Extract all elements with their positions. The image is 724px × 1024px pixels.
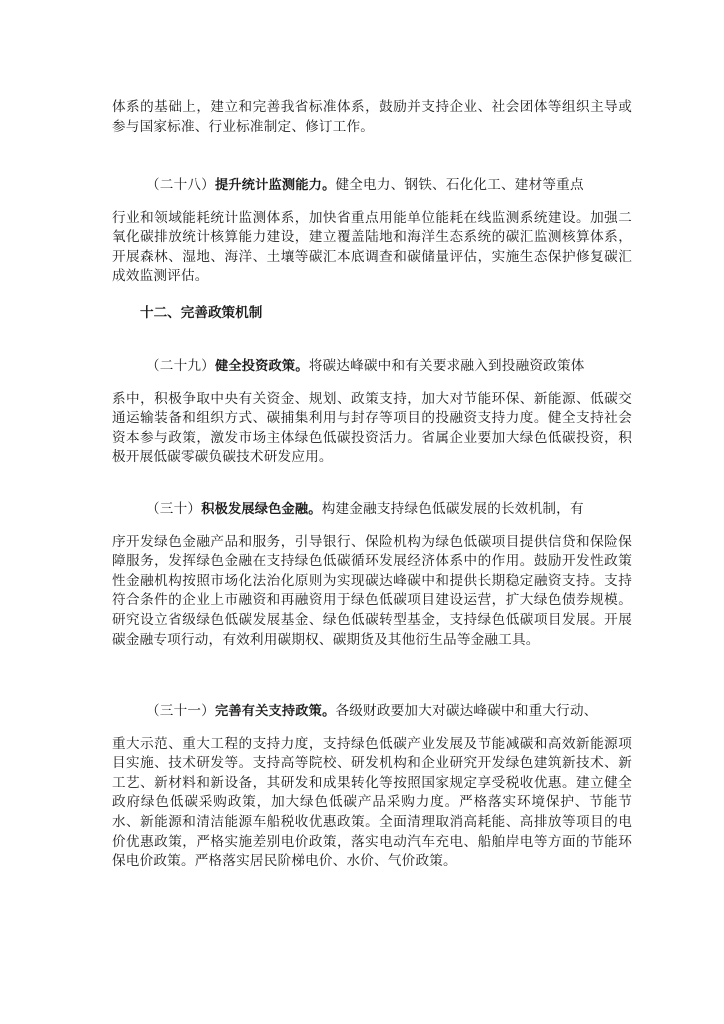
lead-text: 各级财政要加大对碳达峰碳中和重大行动、 [335, 703, 598, 719]
item-title: 积极发展绿色金融。 [201, 502, 322, 517]
paragraph-body: 系中，积极争取中央有关资金、规划、政策支持，加大对节能环保、新能源、低碳交通运输装备和组织方式、碳捕集利用与封存等项目的投融资支持力度。健全支持社会资本参与政策，激发市场主体绿色低碳投资活力。省属企业要加大绿色低碳投资，积极开展低碳零碳负碳技术研发应用。 [112, 390, 632, 466]
paragraph-text: 体系的基础上，建立和完善我省标准体系，鼓励并支持企业、社会团体等组织主导或参与国家标准、行业标准制定、修订工作。 [112, 99, 632, 135]
paragraph-standards-continuation [112, 98, 632, 137]
paragraph-31-support-policies [112, 702, 632, 872]
paragraph-lead-line [112, 702, 632, 722]
paragraph-lead-line [112, 500, 632, 520]
lead-text: 将碳达峰碳中和有关要求融入到投融资政策体 [308, 358, 585, 374]
paragraph-28-statistics-monitoring [112, 176, 632, 287]
item-title: 提升统计监测能力。 [214, 178, 336, 193]
lead-text: 健全电力、钢铁、石化化工、建材等重点 [335, 177, 584, 193]
paragraph-body: 重大示范、重大工程的支持力度，支持绿色低碳产业发展及节能减碳和高效新能源项目实施、技术研发等。支持高等院校、研发机构和企业研究开发绿色建筑新技术、新工艺、新材料和新设备，其研发和成果转化等按照国家规定享受税收优惠。建立健全政府绿色低碳采购政策，加大绿色低碳产品采购力度。严格落实环境保护、节能节水、新能源和清洁能源车船税收优惠政策。全面清理取消高耗能、高排放等项目的电价优惠政策，严格实施差别电价政策，落实电动汽车充电、船舶岸电等方面的节能环保电价政策。严格落实居民阶梯电价、水价、气价政策。 [112, 735, 632, 870]
lead-text: 构建金融支持绿色低碳发展的长效机制，有 [321, 501, 584, 517]
paragraph-30-green-finance [112, 500, 632, 650]
paragraph-29-investment-policy [112, 357, 632, 468]
paragraph-body: 行业和领域能耗统计监测体系，加快省重点用能单位能耗在线监测系统建设。加强二氧化碳排放统计核算能力建设，建立覆盖陆地和海洋生态系统的碳汇监测核算体系，开展森林、湿地、海洋、土壤等碳汇本底调查和碳储量评估，实施生态保护修复碳汇成效监测评估。 [112, 209, 632, 285]
paragraph-body: 序开发绿色金融产品和服务，引导银行、保险机构为绿色低碳项目提供信贷和保险保障服务，发挥绿色金融在支持绿色低碳循环发展经济体系中的作用。鼓励开发性政策性金融机构按照市场化法治化原则为实现碳达峰碳中和提供长期稳定融资支持。支持符合条件的企业上市融资和再融资用于绿色低碳项目建设运营，扩大绿色债券规模。研究设立省级绿色低碳发展基金、绿色低碳转型基金，支持绿色低碳项目发展。开展碳金融专项行动，有效利用碳期权、碳期货及其他衍生品等金融工具。 [112, 533, 632, 648]
section-heading-policy-mechanism: 十二、完善政策机制 [140, 305, 263, 321]
item-number: （三十一） [146, 703, 215, 719]
item-title: 完善有关支持政策。 [214, 704, 336, 719]
item-number: （二十八） [146, 177, 215, 193]
paragraph-lead-line [112, 357, 632, 377]
paragraph-lead-line [112, 176, 632, 196]
item-number: （二十九） [146, 358, 215, 374]
item-title: 健全投资政策。 [214, 359, 309, 374]
item-number: （三十） [146, 501, 202, 517]
